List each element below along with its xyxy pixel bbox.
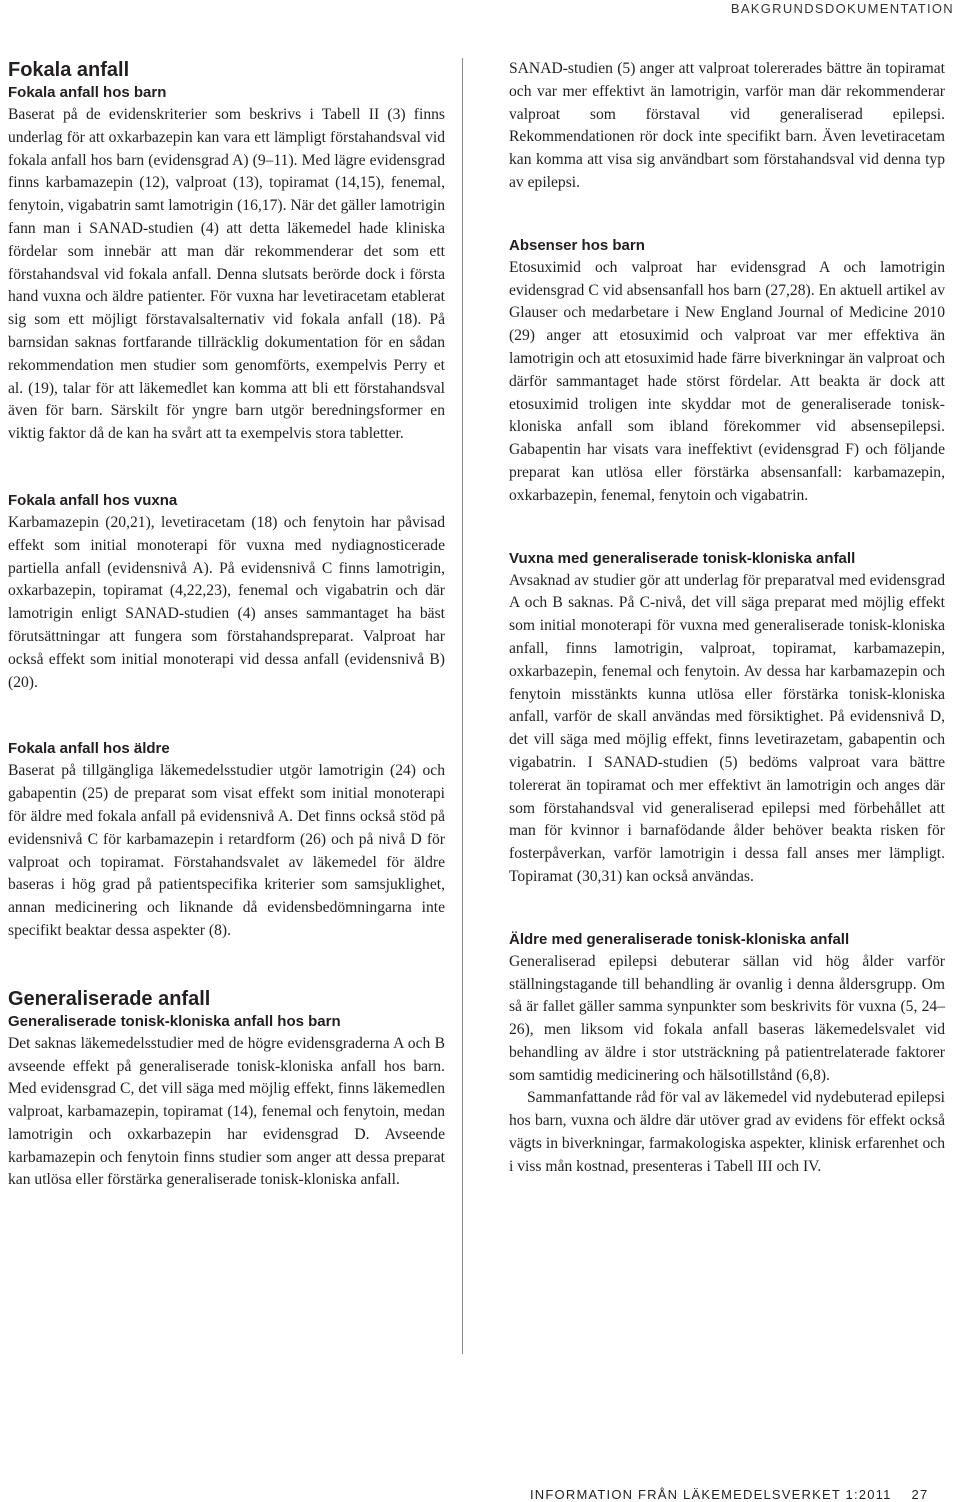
subheading-absences-children: Absenser hos barn xyxy=(509,236,645,254)
subheading-elderly-generalized: Äldre med generaliserade tonisk-kloniska anfall xyxy=(509,930,850,948)
page-footer xyxy=(530,1487,928,1502)
paragraph-absences-children: Etosuximid och valproat har evidensgrad A och lamotrigin evidensgrad C vid absensanfall hos barn (27,28). En aktuell artikel av Glauser och medarbetare i New England Journal of Medicine 2010 (29) anger att etosuximid och valproat var mer effektiva än lamotrigin och att etosuximid hade färre biverkningar än valproat och därför sammantaget hade störst fördelar. Att beakta är dock att etosuximid troligen inte skyddar mot de generaliserade tonisk-kloniska anfall som ibland förekommer vid absensepilepsi. Gabapentin har visats vara ineffektivt (evidensgrad F) och följande preparat kan utlösa eller förstärka absensanfall: karbamazepin, oxkarbazepin, fenemal, fenytoin och vigabatrin. xyxy=(509,258,945,504)
subheading-generalized-children: Generaliserade tonisk-kloniska anfall hos barn xyxy=(8,1012,341,1030)
paragraph-summary-advice: Sammanfattande råd för val av läkemedel vid nydebuterad epilepsi hos barn, vuxna och äldre där utöver grad av evidens för effekt också vägts in biverkningar, farmakologiska aspekter, klinisk erfarenhet och i viss mån kostnad, presenteras i Tabell III och IV. xyxy=(509,1089,945,1175)
paragraph-focal-adults: Karbamazepin (20,21), levetiracetam (18) och fenytoin har påvisad effekt som initial monoterapi för vuxna med nydiagnosticerade partiella anfall (evidensnivå A). På evidensnivå C finns lamotrigin, oxkarbazepin, topiramat (4,22,23), fenemal och vigabatrin och där lamotrigin enligt SANAD-studien (4) anses sammantaget ha bäst förutsättningar att fungera som förstahandspreparat. Valproat har också effekt som initial monoterapi vid dessa anfall (evidensnivå B) (20). xyxy=(8,513,445,691)
section-title-generalized-seizures: Generaliserade anfall xyxy=(8,987,211,1010)
paragraph-sanad-intro: SANAD-studien (5) anger att valproat tolererades bättre än topiramat och var mer effektivt än lamotrigin, varför man där rekommenderar valproat som förstaval vid generaliserad epilepsi. Rekommendationen rör dock inte specifikt barn. Även levetiracetam kan komma att visa sig användbart som förstahandsval vid denna typ av epilepsi. xyxy=(509,60,945,191)
paragraph-focal-children: Baserat på de evidenskriterier som beskrivs i Tabell II (3) finns underlag för att oxkarbazepin kan vara ett lämpligt förstahandsval vid fokala anfall hos barn (evidensgrad A) (9–11). Med lägre evidensgrad finns karbamazepin (12), valproat (13), topiramat (14,15), fenemal, fenytoin, vigabatrin samt lamotrigin (16,17). När det gäller lamotrigin fann man i SANAD-studien (4) att detta läkemedel hade kliniska fördelar som innebär att man där rekommenderar det som ett förstahandsval vid fokala anfall. Denna slutsats berörde dock i första hand vuxna och äldre patienter. För vuxna har levetiracetam etablerat sig som ett möjligt förstavalsalternativ vid fokala anfall (18). På barnsidan saknas fortfarande tillräcklig dokumentation för en sådan rekommendation men studier som genomförts, exempelvis Perry et al. (19), talar för att läkemedlet kan komma att bli ett förstahandsval även för barn. Särskilt för yngre barn utgör beredningsformer en viktig faktor då de kan ha svårt att ta exempelvis stora tabletter. xyxy=(8,106,445,443)
column-divider xyxy=(462,58,463,1354)
paragraph-adults-generalized: Avsaknad av studier gör att underlag för preparatval med evidensgrad A och B saknas. På C-nivå, det vill säga preparat med möjlig effekt som initial monoterapi för vuxna med generaliserade tonisk-kloniska anfall, finns lamotrigin, valproat, topiramat, karbamazepin, oxkarbazepin, fenemal och fenytoin. Av dessa har karbamazepin och fenytoin misstänkts kunna utlösa eller förstärka tonisk-kloniska anfall, varför de skall användas med försiktighet. På evidensnivå D, det vill säga med möjlig effekt, finns levetirazetam, gabapentin och vigabatrin. I SANAD-studien (5) bedöms valproat vara bättre tolererat än topiramat och mer effektivt än lamotrigin och anges där som förstahandsval vid generaliserad epilepsi med förbehållet att man för kvinnor i barnafödande ålder behöver beakta risken för fosterpåverkan, varför lamotrigin i dessa fall anses mer lämpligt. Topiramat (30,31) kan också användas. xyxy=(509,571,945,885)
footer-publication: INFORMATION FRÅN LÄKEMEDELSVERKET 1:2011 xyxy=(530,1487,892,1502)
paragraph-generalized-children: Det saknas läkemedelsstudier med de högre evidensgraderna A och B avseende effekt på generaliserade tonisk-kloniska anfall hos barn. Med evidensgrad C, det vill säga med möjlig effekt, finns läkemedlen valproat, karbamazepin, topiramat (14), fenemal och fenytoin, medan lamotrigin och oxkarbazepin har evidensgrad D. Avseende karbamazepin och fenytoin finns studier som anger att dessa preparat kan utlösa eller förstärka generaliserade tonisk-kloniska anfall. xyxy=(8,1034,445,1189)
document-section-label: BAKGRUNDSDOKUMENTATION xyxy=(730,1,954,16)
paragraph-focal-elderly: Baserat på tillgängliga läkemedelsstudier utgör lamotrigin (24) och gabapentin (25) de preparat som visat effekt som initial monoterapi för äldre med fokala anfall på evidensnivå A. Det finns också stöd på evidensnivå C för karbamazepin i retardform (26) och på nivå D för valproat och topiramat. Förstahandsvalet av läkemedel för äldre baseras i hög grad på patientspecifika kriterier som samsjuklighet, annan medicinering och liknande då evidensbedömningarna inte specifikt beaktar dessa aspekter (8). xyxy=(8,762,445,939)
right-column xyxy=(509,58,945,1179)
subheading-adults-generalized: Vuxna med generaliserade tonisk-kloniska anfall xyxy=(509,549,856,567)
paragraph-elderly-generalized: Generaliserad epilepsi debuterar sällan vid hög ålder varför ställningstagande till behandling är ovanlig i denna åldersgrupp. Om så är fallet gäller samma synpunkter som beskrivits för vuxna (5, 24–26), men liksom vid fokala anfall baseras läkemedelsvalet vid behandling av äldre i stor utsträckning på patientrelaterade faktorer som samtidig medicinering och hälsotillstånd (6,8). xyxy=(509,952,945,1084)
page-number: 27 xyxy=(911,1487,929,1502)
left-column xyxy=(8,58,445,1192)
subheading-focal-children: Fokala anfall hos barn xyxy=(8,84,167,101)
subheading-focal-adults: Fokala anfall hos vuxna xyxy=(8,491,178,509)
subheading-focal-elderly: Fokala anfall hos äldre xyxy=(8,740,170,758)
section-title-focal-seizures: Fokala anfall xyxy=(8,59,130,81)
